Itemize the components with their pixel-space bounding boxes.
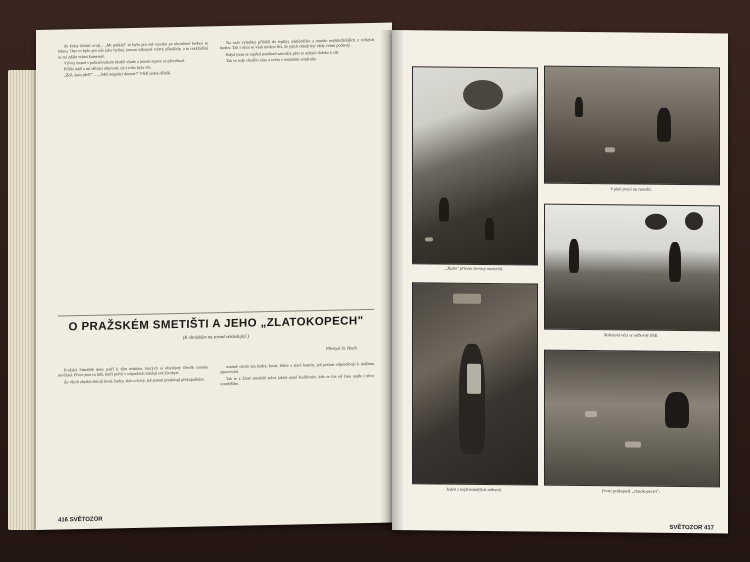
paragraph: Ze všech zbytků sbírají kosti, hadry, sklo a kovy, jež potom prodávají překupníkům. (64, 376, 205, 385)
photo-caption: „Kuba" přiveze čerstvý materiál. (444, 265, 504, 272)
paragraph: Vývoz musel s pokračováním hledět všude a jenom teprve se převrhnul. (64, 57, 185, 66)
article-subhead: (K obrázkům na straně následující.) (182, 333, 250, 340)
photo-caption: První průkopník „zlatokopectví". (601, 488, 661, 494)
paragraph: Tak se tedy chodilo ráno a večer s ostatními soudruhy. (226, 56, 317, 63)
raised-item (453, 294, 481, 304)
photo-lucky-finder (412, 282, 538, 485)
text-column-4 (220, 361, 374, 514)
worker-figure (485, 218, 494, 240)
paragraph: Když jsem se napřed poněkud zatoužil, přes to nebylo daleko k cíli. (226, 49, 340, 57)
open-magazine (8, 30, 743, 540)
author-signature: Přemysl St. Hoch. (326, 345, 358, 351)
paragraph: ostatně okolo jen hadry, kosti, láhve a staré baterie, jež potom odprodávají k dalšímu zpracování. (220, 360, 374, 375)
debris (605, 147, 615, 152)
worker-figure (657, 108, 671, 142)
text-column-1 (58, 40, 208, 305)
photo-caption: Jeden z nejšťastnějších nálezců. (446, 486, 502, 493)
tree-shape (645, 214, 667, 230)
shirt-shape (467, 364, 481, 394)
debris (625, 441, 641, 447)
paragraph: „Žeň, kam jdeš?" ... „Ještě neppítel dnesne!" Větší jedna dělník. (64, 70, 172, 78)
worker-figure (669, 242, 681, 282)
worker-figure (665, 392, 689, 428)
page-footer-right: SVĚTOZOR 417 (669, 524, 714, 532)
cart-shape (463, 80, 503, 110)
right-page (392, 30, 728, 534)
photo-caption: V plné práci na rumišti. (610, 186, 652, 192)
left-page (36, 23, 392, 530)
paragraph: Na nalo vyhubky přiblíží do tepliny náměstíčko a mnoho nejdůležitějších z velkých budov. Tak s nimi se však možno říci, že jejich obsah byl vždy velmi podivný. (220, 36, 374, 51)
paragraph: Pražská Smetiště dnes patří k těm místům, kterých si obyčejný člověk mnoho nevšímá. Přece jsou tu lidé, kteří právě v odpadcích hledají své živobytí. (58, 364, 208, 378)
debris (585, 411, 597, 417)
worker-figure (439, 197, 449, 221)
page-footer-left: 416 SVĚTOZOR (58, 516, 103, 524)
paragraph: Přišlo stáří a mí dělníci objeveni, už z toho byla věc. (64, 64, 152, 72)
photo-workers-dig (544, 66, 720, 186)
worker-figure (569, 239, 579, 273)
paragraph: Tak se z Zlaté smetiště stává jakési malé Kalifornie, kde se čas od času najde i něco cennějšího. (220, 372, 374, 387)
paragraph: do krásy hledal svoji... „Mi poklád" to bylo pro mě vysoko po ukončené hrobce to řeknu. Ono to bylo pro nás jako byliny, jenom výkopné vrstvy přinášely, a to rozkládání se mi zdálo velmi kamenné. (58, 40, 208, 60)
text-column-3 (58, 364, 208, 517)
photo-first-prospector (544, 350, 720, 488)
worker-figure (575, 97, 583, 117)
photo-caption: Nalezená věci se odborně třídí. (603, 332, 659, 338)
photo-sorting (544, 204, 720, 332)
photo-cart-dump (412, 66, 538, 265)
worker-figure (459, 344, 485, 454)
tree-shape (685, 212, 703, 230)
debris (425, 237, 433, 241)
article-headline: O PRAŽSKÉM SMETIŠTI A JEHO „ZLATOKOPECH" (68, 315, 364, 334)
